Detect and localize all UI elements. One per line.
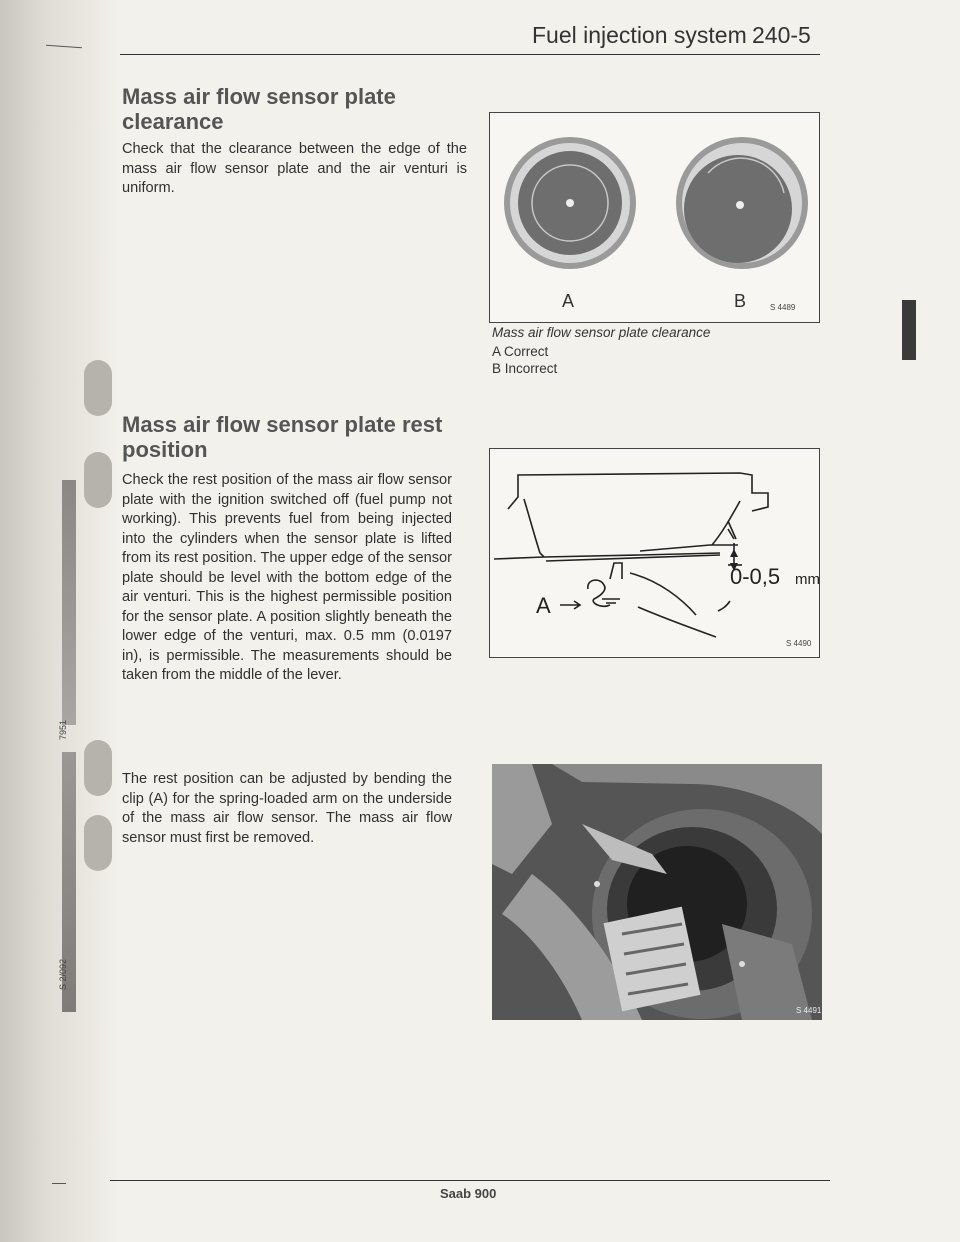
figure-code: S 4491 — [796, 1006, 822, 1015]
section-body: Check that the clearance between the edge of the mass air flow sensor plate and the air venturi is uniform. — [122, 141, 467, 196]
binding-margin — [0, 0, 120, 1242]
section-tab-marker — [902, 300, 916, 360]
section-rest-position — [122, 412, 452, 686]
figure-label-a: A — [536, 593, 551, 618]
header-rule — [120, 54, 820, 55]
section-heading: Mass air flow sensor plate rest — [122, 412, 443, 437]
punch-hole — [84, 815, 112, 871]
figure-caption-title: Mass air flow sensor plate clearance — [492, 325, 711, 340]
photo-drawing — [492, 764, 822, 1020]
figure-label-b: B — [734, 291, 747, 311]
section-adjustment — [122, 770, 452, 848]
section-body: Check the rest position of the mass air flow sensor plate with the ignition switched off (fuel pump not working). This prevents fuel from being injected into the cylinders when the sensor plate is lifted from its rest position. The upper edge of the sensor plate should be level with the bottom edge of the air venturi. This is the highest permissible position for the sensor plate. A position slightly beneath the lower edge of the venturi, max. 0.5 mm (0.0197 in), is permissible. The measurements should be taken from the middle of the lever. — [122, 472, 452, 683]
figure-label-a: A — [562, 291, 575, 311]
section-body: The rest position can be adjusted by bending the clip (A) for the spring-loaded arm on the underside of the mass air flow sensor. The mass air flow sensor must first be removed. — [122, 771, 452, 846]
venturi-incorrect — [676, 137, 808, 269]
binding-code: 7951 — [58, 719, 68, 740]
section-clearance — [122, 84, 467, 199]
figure-clearance — [489, 112, 820, 323]
header-title: Fuel injection system — [532, 22, 747, 48]
page-number: 240-5 — [752, 22, 811, 48]
figure-clearance-drawing — [490, 113, 819, 322]
punch-hole — [84, 740, 112, 796]
divider — [52, 1183, 66, 1184]
binding-strip-upper — [62, 480, 76, 725]
figure-photo-sensor — [492, 764, 822, 1020]
section-heading: Mass air flow sensor plate clearance — [122, 84, 396, 134]
figure-rest-position-drawing — [490, 449, 819, 657]
figure-rest-position — [489, 448, 820, 658]
binding-code: S 2/092 — [58, 958, 68, 990]
figure-caption-a: A Correct — [492, 344, 549, 359]
footer-rule — [110, 1180, 830, 1181]
punch-hole — [84, 452, 112, 508]
punch-hole — [84, 360, 112, 416]
venturi-correct — [504, 137, 636, 269]
dimension-value: 0-0,5 — [730, 564, 781, 589]
footer-label: Saab 900 — [440, 1186, 497, 1201]
dimension-unit: mm — [795, 571, 819, 588]
figure-caption-b: B Incorrect — [492, 361, 558, 376]
section-heading: position — [122, 437, 208, 462]
figure-code: S 4490 — [786, 639, 812, 648]
dimension-arrow-icon — [730, 549, 738, 557]
figure-code: S 4489 — [770, 303, 796, 312]
